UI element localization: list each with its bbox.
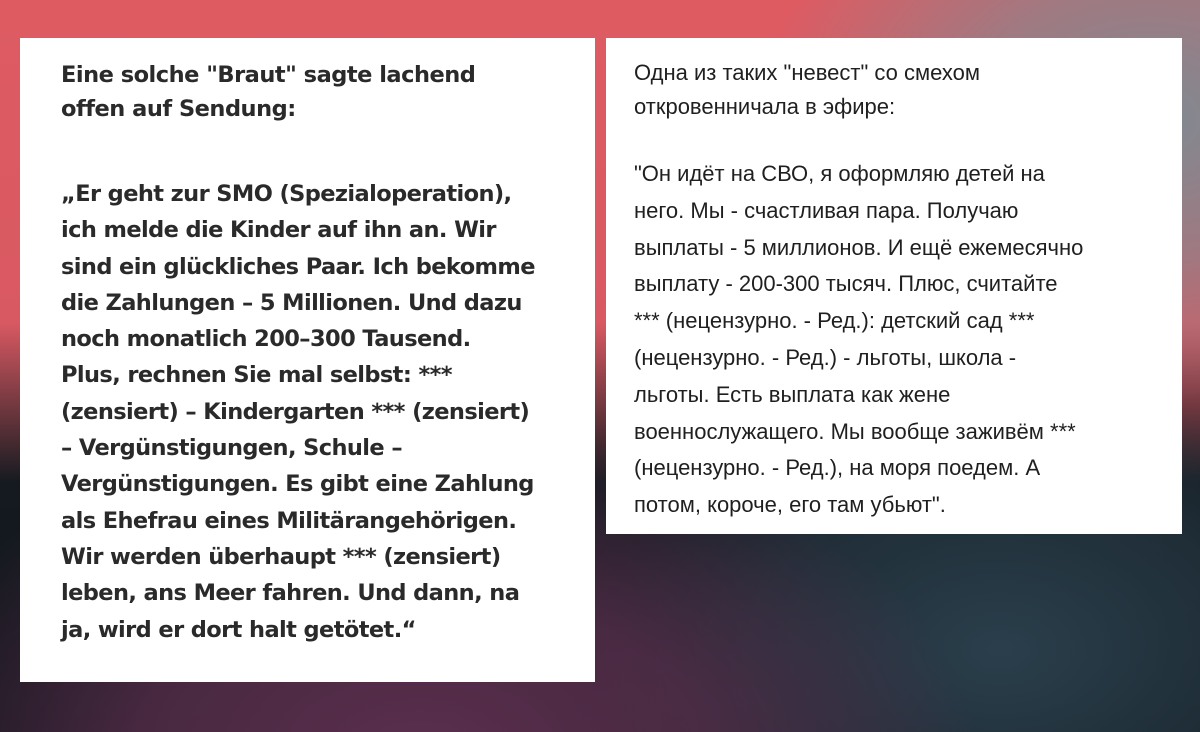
german-quote: „Er geht zur SMO (Spezialoperation), ich melde die Kinder auf ihn an. Wir sind ein glückliches Paar. Ich bekomme die Zahlungen – 5 Millionen. Und dazu noch monatlich 200–300 Tausend. Plus, rechnen Sie mal selbst: *** (zensiert) – Kindergarten *** (zensiert) – Vergünstigungen, Schule – Vergünstigungen. Es gibt eine Zahlung als Ehefrau eines Militärangehörigen. Wir werden überhaupt *** (zensiert) leben, ans Meer fahren. Und dann, na ja, wird er dort halt getötet.“ (61, 181, 535, 643)
russian-text-panel (606, 38, 1182, 534)
russian-heading: Одна из таких "невест" со смехом откровенничала в эфире: (634, 60, 980, 119)
german-heading: Eine solche "Braut" sagte lachend offen auf Sendung: (61, 62, 476, 122)
russian-quote: "Он идёт на СВО, я оформляю детей на него. Мы - счастливая пара. Получаю выплаты - 5 миллионов. И ещё ежемесячно выплату - 200-300 тысяч. Плюс, считайте *** (нецензурно. - Ред.): детский сад *** (нецензурно. - Ред.) - льготы, школа - льготы. Есть выплата как жене военнослужащего. Мы вообще заживём *** (нецензурно. - Ред.), на моря поедем. А потом, короче, его там убьют". (634, 161, 1084, 518)
german-text-panel (20, 38, 595, 682)
